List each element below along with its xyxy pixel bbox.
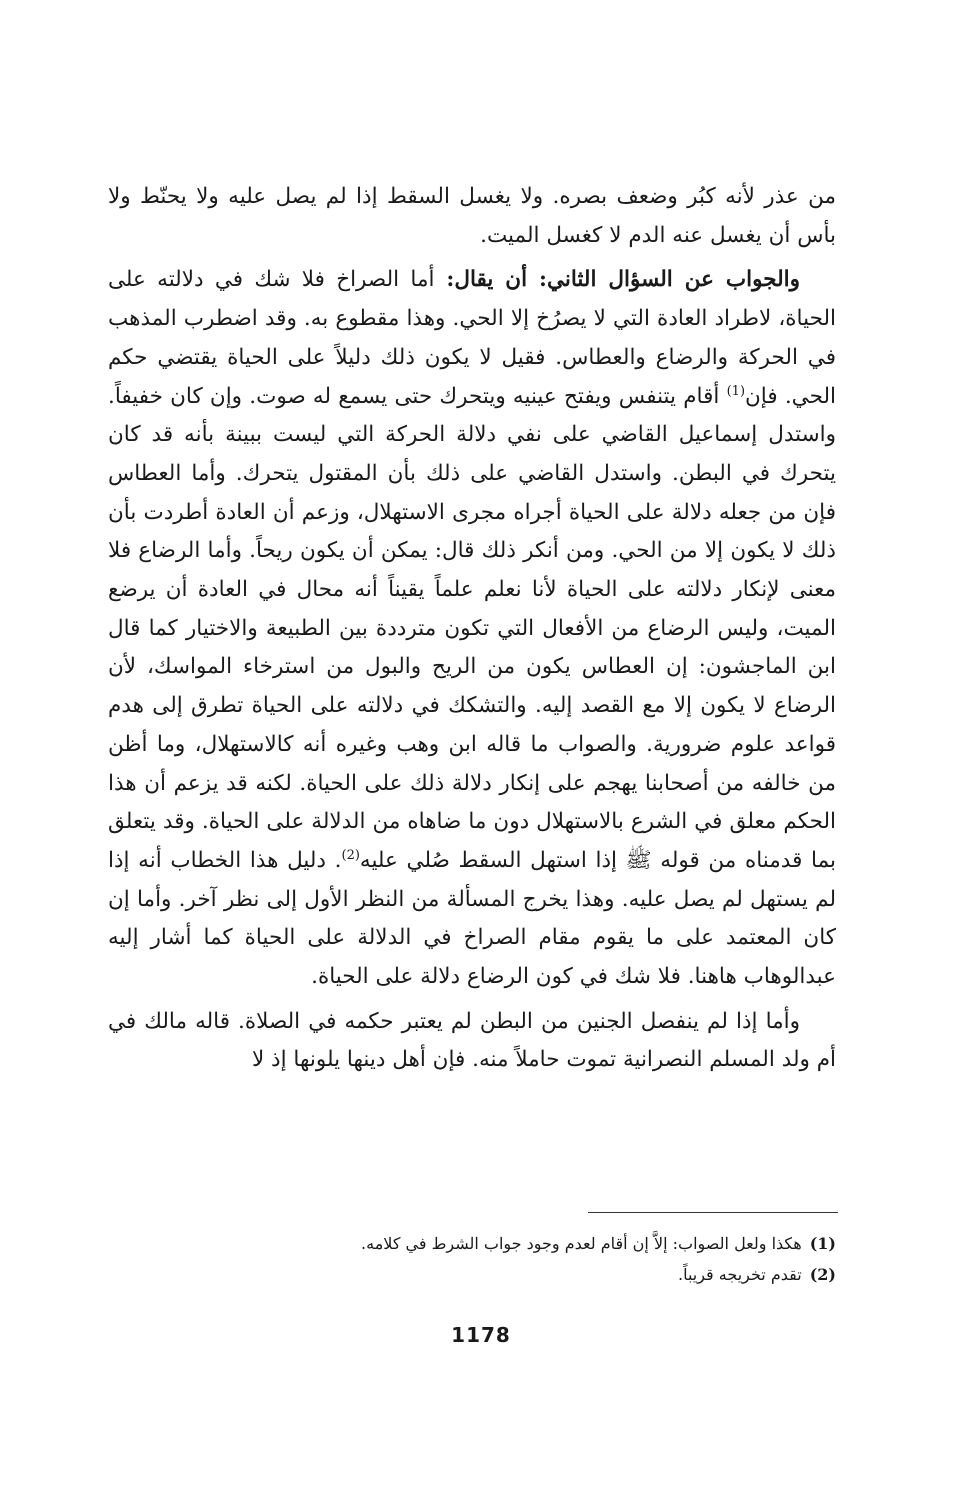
paragraph-3-text: وأما إذا لم ينفصل الجنين من البطن لم يعتبر حكمه في الصلاة. قاله مالك في أم ولد المسلم النصرانية تموت حاملاً منه. فإن أهل دينها يلونها إذ لا bbox=[108, 1008, 836, 1073]
footnote-2-number: (2) bbox=[809, 1265, 836, 1284]
footnote-ref-1: (1) bbox=[726, 383, 746, 399]
paragraph-2-text-b: أقام يتنفس ويفتح عينيه ويتحرك حتى يسمع له صوت. وإن كان خفيفاً. واستدل إسماعيل القاضي على نفي دلالة الحركة التي ليست ببينة بأنه قد كان يتحرك في البطن. واستدل القاضي على ذلك بأن المقتول يتحرك. وأما العطاس فإن من جعله دلالة على الحياة أجراه مجرى الاستهلال، وزعم أن العادة أطردت بأن ذلك لا يكون إلا من الحي. ومن أنكر ذلك قال: يمكن أن يكون ريحاً. وأما الرضاع فلا معنى لإنكار دلالته على الحياة لأنا نعلم علماً يقيناً أنه محال في العادة أن يرضع الميت، وليس الرضاع من الأفعال التي تكون مترددة بين الطبيعة والاختيار كما قال ابن الماجشون: إن العطاس يكون من الريح والبول من استرخاء المواسك، لأن الرضاع لا يكون إلا مع القصد إليه. والتشكك في دلالته على الحياة تطرق إلى هدم قواعد علوم ضرورية. والصواب ما قاله ابن وهب وغيره أنه كالاستهلال، وما أظن من خالفه من أصحابنا يهجم على إنكار دلالة ذلك على الحياة. لكنه قد يزعم أن هذا الحكم معلق في الشرع بالاستهلال دون ما ضاهاه من الدلالة على الحياة. وقد يتعلق بما قدمناه من قوله ﷺ إذا استهل السقط صُلي عليه bbox=[108, 383, 836, 873]
paragraph-2-text-c: . دليل هذا الخطاب أنه إذا لم يستهل لم يصل عليه. وهذا يخرج المسألة من النظر الأول إلى نظر آخر. وأما إن كان المعتمد على ما يقوم مقام الصراخ في الدلالة على الحياة كما أشار إليه عبدالوهاب هاهنا. فلا شك في كون الرضاع دلالة على الحياة. bbox=[108, 847, 836, 990]
footnote-1 bbox=[108, 1228, 836, 1259]
footnotes bbox=[108, 1228, 836, 1290]
paragraph-2 bbox=[108, 261, 836, 996]
paragraph-1 bbox=[108, 178, 836, 255]
paragraph-2-text-a: أما الصراخ فلا شك في دلالته على الحياة، لاطراد العادة التي لا يصرُخ إلا الحي. وهذا مقطوع به. وقد اضطرب المذهب في الحركة والرضاع والعطاس. فقيل لا يكون ذلك دليلاً على الحياة يقتضي حكم الحي. فإن bbox=[108, 267, 837, 409]
footnote-1-text: هكذا ولعل الصواب: إلاَّ إن أقام لعدم وجود جواب الشرط في كلامه. bbox=[361, 1234, 802, 1253]
footnote-2 bbox=[108, 1259, 836, 1290]
main-text bbox=[108, 178, 836, 1080]
footnote-2-text: تقدم تخريجه قريباً. bbox=[677, 1265, 802, 1284]
footnote-1-number: (1) bbox=[809, 1234, 836, 1253]
footnote-divider bbox=[588, 1212, 838, 1213]
paragraph-2-lead: والجواب عن السؤال الثاني: أن يقال: bbox=[434, 267, 800, 293]
paragraph-3 bbox=[108, 1003, 836, 1080]
footnote-ref-2: (2) bbox=[341, 847, 360, 863]
paragraph-1-text: من عذر لأنه كبُر وضعف بصره. ولا يغسل السقط إذا لم يصل عليه ولا يحنّط ولا بأس أن يغسل عنه الدم لا كغسل الميت. bbox=[108, 184, 836, 248]
page-number: 1178 bbox=[451, 1323, 511, 1347]
